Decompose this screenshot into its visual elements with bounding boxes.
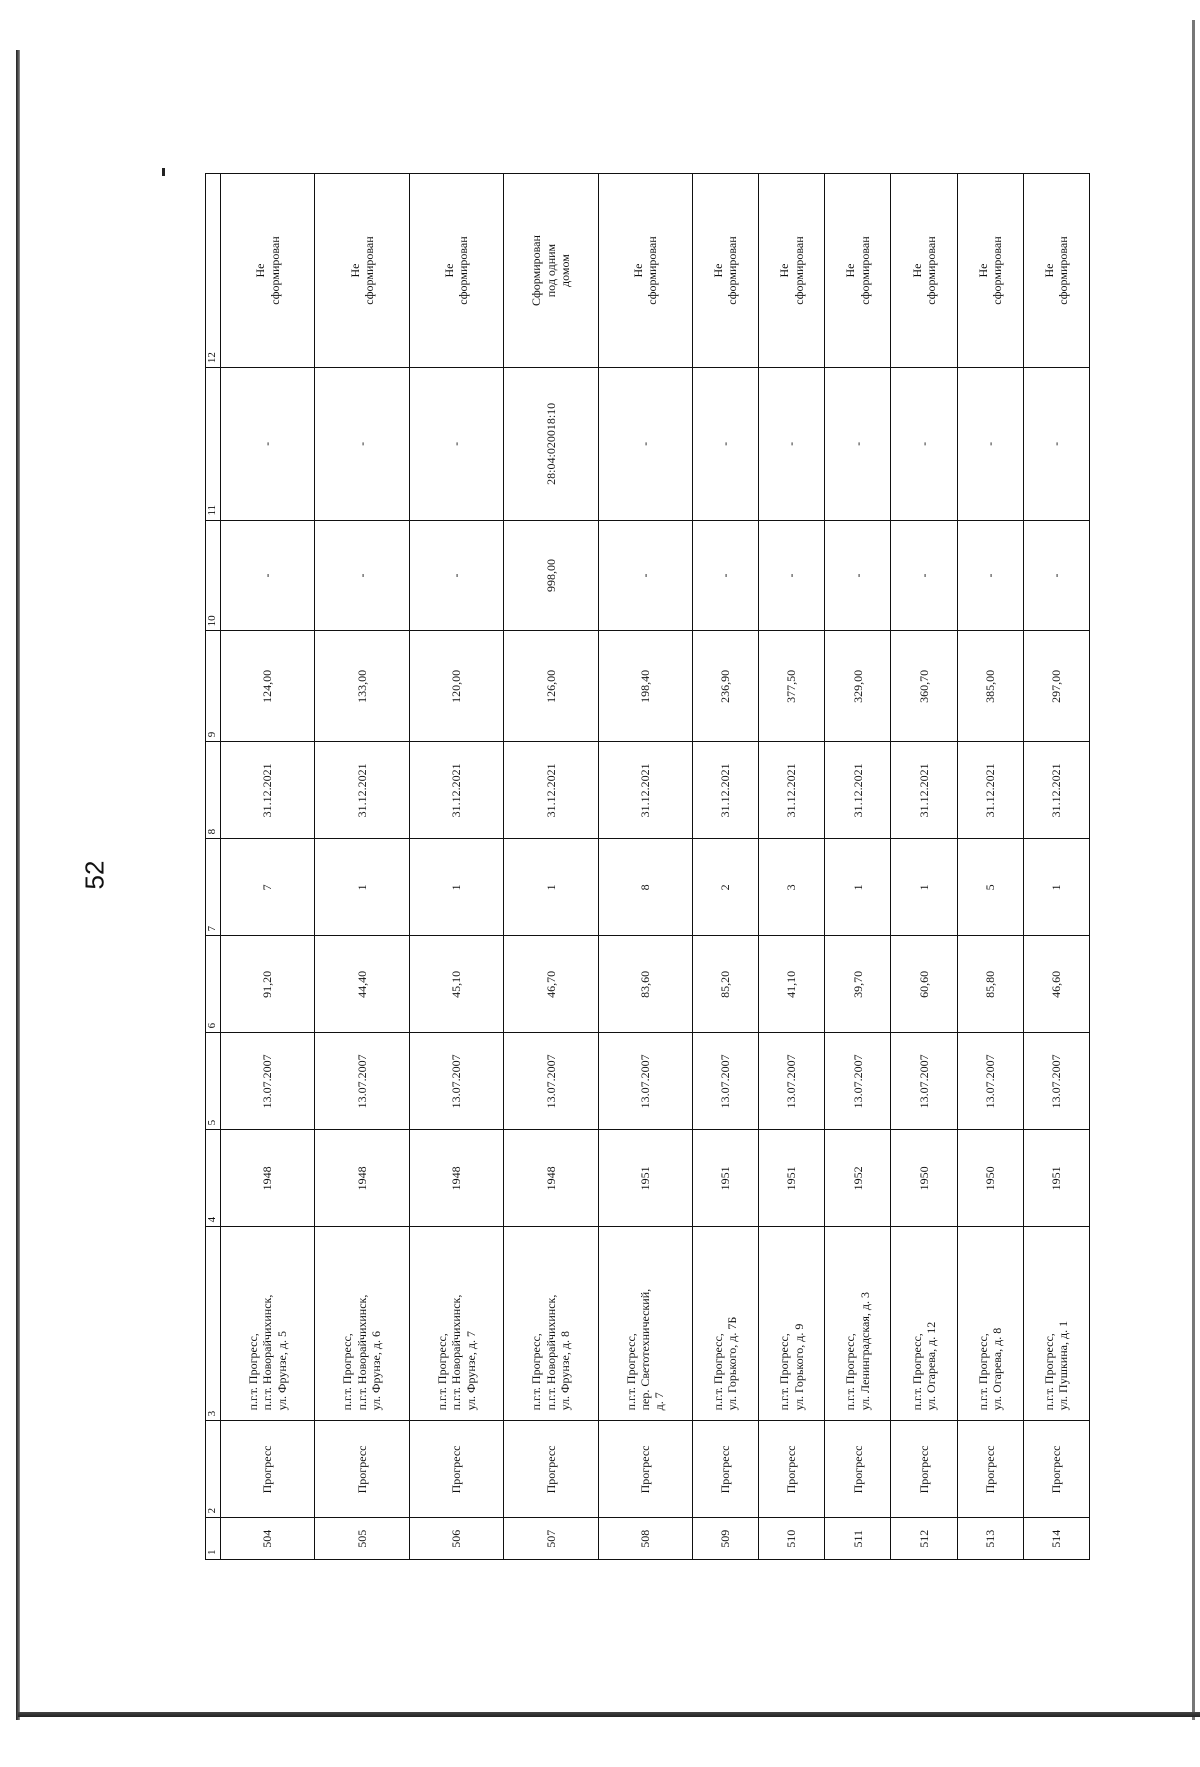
year-cell: 1948 [409,1130,503,1227]
cadastral-cell: - [692,368,758,520]
count-cell: 1 [825,839,891,936]
scan-speck [162,168,165,176]
area-cell: 91,20 [221,936,315,1033]
address-cell [825,1227,891,1421]
cell-line: п.г.т. Прогресс, [843,1333,858,1411]
area-total-cell: 120,00 [409,631,503,742]
cell-line: п.г.т. Прогресс, [434,1333,449,1411]
area-total-cell: 360,70 [891,631,957,742]
cell-line: Не [909,263,924,278]
cadastral-cell: - [891,368,957,520]
address-cell [221,1227,315,1421]
cell-line: п.г.т. Прогресс, [529,1333,544,1411]
land-area-cell: - [221,520,315,631]
scan-edge-left [16,50,20,1720]
area-total-cell: 385,00 [957,631,1023,742]
status-cell [409,174,503,368]
cell-line: ул. Огарева, д. 12 [923,1321,938,1411]
table-row [957,174,1023,1560]
count-cell: 1 [891,839,957,936]
status-cell [504,174,598,368]
cell-line: сформирован [645,236,660,305]
deadline-cell: 31.12.2021 [315,742,409,839]
area-total-cell: 297,00 [1023,631,1089,742]
row-number-cell: 507 [504,1518,598,1560]
year-cell: 1951 [759,1130,825,1227]
status-cell [598,174,692,368]
status-cell [315,174,409,368]
area-cell: 44,40 [315,936,409,1033]
address-cell [692,1227,758,1421]
settlement-cell: Прогресс [759,1421,825,1518]
cell-line: д. 7 [652,1392,667,1411]
table-row [825,174,891,1560]
status-cell [957,174,1023,368]
status-cell [692,174,758,368]
year-cell: 1948 [315,1130,409,1227]
cell-line: п.г.т. Прогресс, [777,1333,792,1411]
cell-line: ул. Пушкина, д. 1 [1056,1320,1071,1411]
land-area-cell: - [957,520,1023,631]
deadline-cell: 31.12.2021 [409,742,503,839]
land-area-cell: - [759,520,825,631]
land-area-cell: - [1023,520,1089,631]
header-cell: 2 [206,1421,221,1518]
cell-line: Не [347,263,362,278]
year-cell: 1951 [598,1130,692,1227]
header-cell: 8 [206,742,221,839]
land-area-cell: - [409,520,503,631]
table-row [315,174,409,1560]
address-cell [504,1227,598,1421]
settlement-cell: Прогресс [409,1421,503,1518]
address-cell [891,1227,957,1421]
area-cell: 85,80 [957,936,1023,1033]
cell-line: ул. Фрунзе, д. 8 [558,1331,572,1411]
cell-line: Не [442,263,457,278]
area-total-cell: 124,00 [221,631,315,742]
count-cell: 1 [315,839,409,936]
cell-line: Не [1041,263,1056,278]
cell-line: п.г.т. Прогресс, [1041,1333,1056,1411]
status-cell [825,174,891,368]
date-cell: 13.07.2007 [221,1033,315,1130]
header-cell: 9 [206,631,221,742]
cell-line: сформирован [267,236,282,305]
cell-line: Не [975,263,990,278]
count-cell: 8 [598,839,692,936]
address-cell [315,1227,409,1421]
settlement-cell: Прогресс [692,1421,758,1518]
land-area-cell: - [891,520,957,631]
row-number-cell: 509 [692,1518,758,1560]
area-total-cell: 329,00 [825,631,891,742]
area-cell: 45,10 [409,936,503,1033]
cell-line: ул. Огарева, д. 8 [990,1327,1005,1411]
date-cell: 13.07.2007 [409,1033,503,1130]
count-cell: 7 [221,839,315,936]
status-cell [891,174,957,368]
header-cell: 7 [206,839,221,936]
cell-line: под одним [543,243,558,298]
settlement-cell: Прогресс [825,1421,891,1518]
deadline-cell: 31.12.2021 [221,742,315,839]
table-row [759,174,825,1560]
area-total-cell: 236,90 [692,631,758,742]
row-number-cell: 504 [221,1518,315,1560]
cell-line: п.г.т. Прогресс, [623,1333,638,1411]
land-area-cell: 998,00 [504,520,598,631]
settlement-cell: Прогресс [504,1421,598,1518]
land-area-cell: - [692,520,758,631]
cadastral-cell: - [315,368,409,520]
cell-line: п.г.т. Прогресс, [975,1333,990,1411]
status-cell [221,174,315,368]
scan-edge-bottom [18,1712,1200,1717]
cadastral-cell: - [957,368,1023,520]
row-number-cell: 508 [598,1518,692,1560]
address-cell [409,1227,503,1421]
table-row [409,174,503,1560]
settlement-cell: Прогресс [1023,1421,1089,1518]
date-cell: 13.07.2007 [504,1033,598,1130]
area-total-cell: 133,00 [315,631,409,742]
cell-line: сформирован [725,236,740,305]
area-total-cell: 126,00 [504,631,598,742]
area-cell: 60,60 [891,936,957,1033]
table-container [205,173,1090,1560]
table-body [221,174,1090,1560]
row-number-cell: 510 [759,1518,825,1560]
area-cell: 41,10 [759,936,825,1033]
cell-line: ул. Фрунзе, д. 5 [274,1331,289,1411]
cadastral-cell: - [759,368,825,520]
address-cell [598,1227,692,1421]
header-cell: 5 [206,1033,221,1130]
cell-line: сформирован [857,236,872,305]
cell-line: сформирован [1056,236,1071,305]
cell-line: п.г.т. Новорайчихинск, [543,1294,558,1411]
year-cell: 1950 [957,1130,1023,1227]
land-area-cell: - [825,520,891,631]
cadastral-cell: - [1023,368,1089,520]
date-cell: 13.07.2007 [598,1033,692,1130]
date-cell: 13.07.2007 [759,1033,825,1130]
settlement-cell: Прогресс [221,1421,315,1518]
table-row [221,174,315,1560]
row-number-cell: 511 [825,1518,891,1560]
cell-line: сформирован [923,236,938,305]
header-cell: 11 [206,368,221,520]
deadline-cell: 31.12.2021 [759,742,825,839]
land-area-cell: - [315,520,409,631]
cadastral-cell: - [221,368,315,520]
cell-line: п.г.т. Прогресс, [246,1333,261,1411]
land-area-cell: - [598,520,692,631]
page-number: 52 [79,860,110,890]
cell-line: ул. Фрунзе, д. 6 [369,1331,384,1411]
settlement-cell: Прогресс [598,1421,692,1518]
scan-edge-right [1192,20,1195,1720]
status-cell [759,174,825,368]
date-cell: 13.07.2007 [692,1033,758,1130]
deadline-cell: 31.12.2021 [1023,742,1089,839]
table-row [891,174,957,1560]
cell-line: п.г.т. Новорайчихинск, [260,1294,275,1411]
deadline-cell: 31.12.2021 [825,742,891,839]
cell-line: пер. Светотехнический, [637,1288,652,1411]
table-row [598,174,692,1560]
header-row [206,174,221,1560]
deadline-cell: 31.12.2021 [598,742,692,839]
cell-line: Не [630,263,645,278]
area-total-cell: 377,50 [759,631,825,742]
cell-line: п.г.т. Прогресс, [909,1333,924,1411]
table-row [692,174,758,1560]
header-cell: 12 [206,174,221,368]
deadline-cell: 31.12.2021 [504,742,598,839]
header-cell: 3 [206,1227,221,1421]
deadline-cell: 31.12.2021 [957,742,1023,839]
area-cell: 83,60 [598,936,692,1033]
count-cell: 5 [957,839,1023,936]
area-total-cell: 198,40 [598,631,692,742]
cell-line: сформирован [990,236,1005,305]
area-cell: 39,70 [825,936,891,1033]
date-cell: 13.07.2007 [315,1033,409,1130]
year-cell: 1948 [221,1130,315,1227]
header-cell: 1 [206,1518,221,1560]
cell-line: ул. Горького, д. 9 [791,1323,806,1411]
address-cell [957,1227,1023,1421]
cell-line: Не [843,263,858,278]
cell-line: сформирован [456,236,471,305]
housing-table [205,173,1090,1560]
date-cell: 13.07.2007 [825,1033,891,1130]
cadastral-cell: - [825,368,891,520]
count-cell: 2 [692,839,758,936]
settlement-cell: Прогресс [315,1421,409,1518]
deadline-cell: 31.12.2021 [891,742,957,839]
cell-line: п.г.т. Прогресс, [711,1333,726,1411]
count-cell: 3 [759,839,825,936]
count-cell: 1 [504,839,598,936]
header-cell: 4 [206,1130,221,1227]
cadastral-cell: - [409,368,503,520]
year-cell: 1951 [692,1130,758,1227]
address-cell [1023,1227,1089,1421]
cell-line: Не [711,263,726,278]
cell-line: сформирован [362,236,377,305]
area-cell: 46,70 [504,936,598,1033]
cell-line: ул. Фрунзе, д. 7 [463,1331,478,1411]
cell-line: ул. Горького, д. 7Б [725,1316,740,1411]
cell-line: Сформирован [529,235,544,306]
row-number-cell: 512 [891,1518,957,1560]
cadastral-cell: 28:04:020018:10 [504,368,598,520]
cell-line: Не [253,263,268,278]
count-cell: 1 [1023,839,1089,936]
header-cell: 6 [206,936,221,1033]
settlement-cell: Прогресс [891,1421,957,1518]
year-cell: 1951 [1023,1130,1089,1227]
year-cell: 1952 [825,1130,891,1227]
cell-line: п.г.т. Прогресс, [340,1333,355,1411]
area-cell: 46,60 [1023,936,1089,1033]
address-cell [759,1227,825,1421]
cell-line: п.г.т. Новорайчихинск, [449,1294,464,1411]
table-row [1023,174,1089,1560]
row-number-cell: 514 [1023,1518,1089,1560]
cell-line: ул. Ленинградская, д. 3 [857,1292,872,1411]
settlement-cell: Прогресс [957,1421,1023,1518]
cell-line: сформирован [791,236,806,305]
row-number-cell: 505 [315,1518,409,1560]
header-cell: 10 [206,520,221,631]
deadline-cell: 31.12.2021 [692,742,758,839]
date-cell: 13.07.2007 [957,1033,1023,1130]
cell-line: Не [777,263,792,278]
date-cell: 13.07.2007 [1023,1033,1089,1130]
year-cell: 1948 [504,1130,598,1227]
cell-line: п.г.т. Новорайчихинск, [354,1294,369,1411]
status-cell [1023,174,1089,368]
row-number-cell: 506 [409,1518,503,1560]
row-number-cell: 513 [957,1518,1023,1560]
year-cell: 1950 [891,1130,957,1227]
table-row [504,174,598,1560]
cell-line: домом [558,254,572,287]
date-cell: 13.07.2007 [891,1033,957,1130]
area-cell: 85,20 [692,936,758,1033]
cadastral-cell: - [598,368,692,520]
count-cell: 1 [409,839,503,936]
